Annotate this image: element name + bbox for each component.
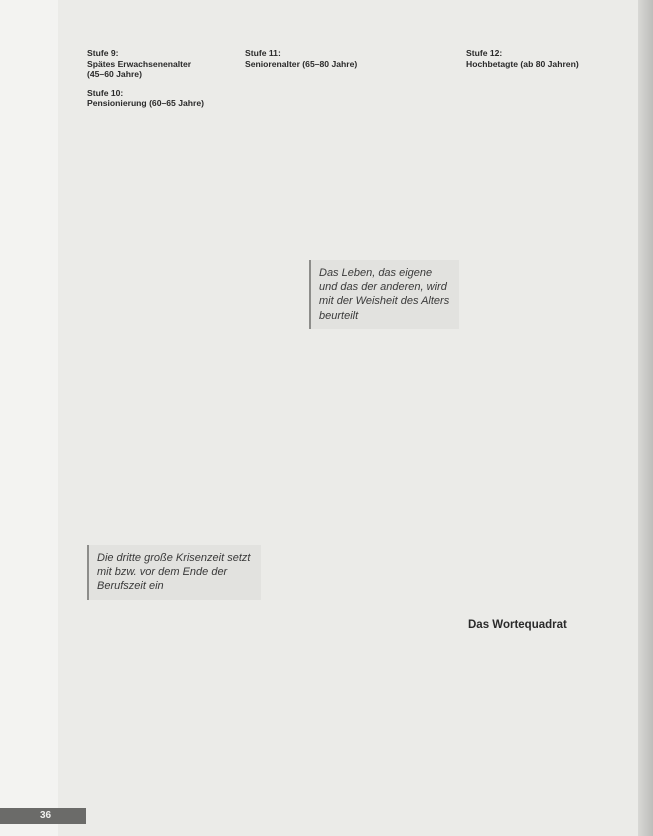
page-margin: [0, 0, 58, 836]
stage-9-name: Spätes Erwachsenenalter: [87, 58, 192, 69]
stage-10-name: Pensionierung (60–65 Jahre): [87, 98, 205, 108]
stage-9-years: (45–60 Jahre): [87, 69, 142, 79]
text-column-3: [466, 40, 629, 105]
stage-12-title: Stufe 12:: [466, 48, 503, 58]
stage-12-name: Hochbetagte (ab 80 Jahren): [466, 58, 579, 69]
text-column-2: [245, 40, 441, 179]
stage-11-title: Stufe 11:: [245, 48, 281, 58]
stage-9-section: [87, 48, 237, 80]
stage-9-title: Stufe 9:: [87, 48, 119, 58]
page-number: 36: [40, 810, 52, 821]
stage-10-section: [87, 88, 237, 109]
section-heading: Das Wortequadrat: [468, 619, 567, 631]
text-column-1: [87, 40, 237, 205]
pull-quote-2: Die dritte große Krisenzeit setzt mit bzw. vor dem Ende der Berufszeit ein: [87, 545, 261, 600]
pull-quote-1: Das Leben, das eigene und das der anderen, wird mit der Weisheit des Alters beurteilt: [309, 260, 459, 329]
stage-11-section: [245, 48, 441, 69]
page-edge-shadow: [638, 0, 653, 836]
stage-11-name: Seniorenalter (65–80 Jahre): [245, 58, 358, 69]
stage-12-section: [466, 48, 629, 69]
stage-10-title: Stufe 10:: [87, 87, 124, 98]
